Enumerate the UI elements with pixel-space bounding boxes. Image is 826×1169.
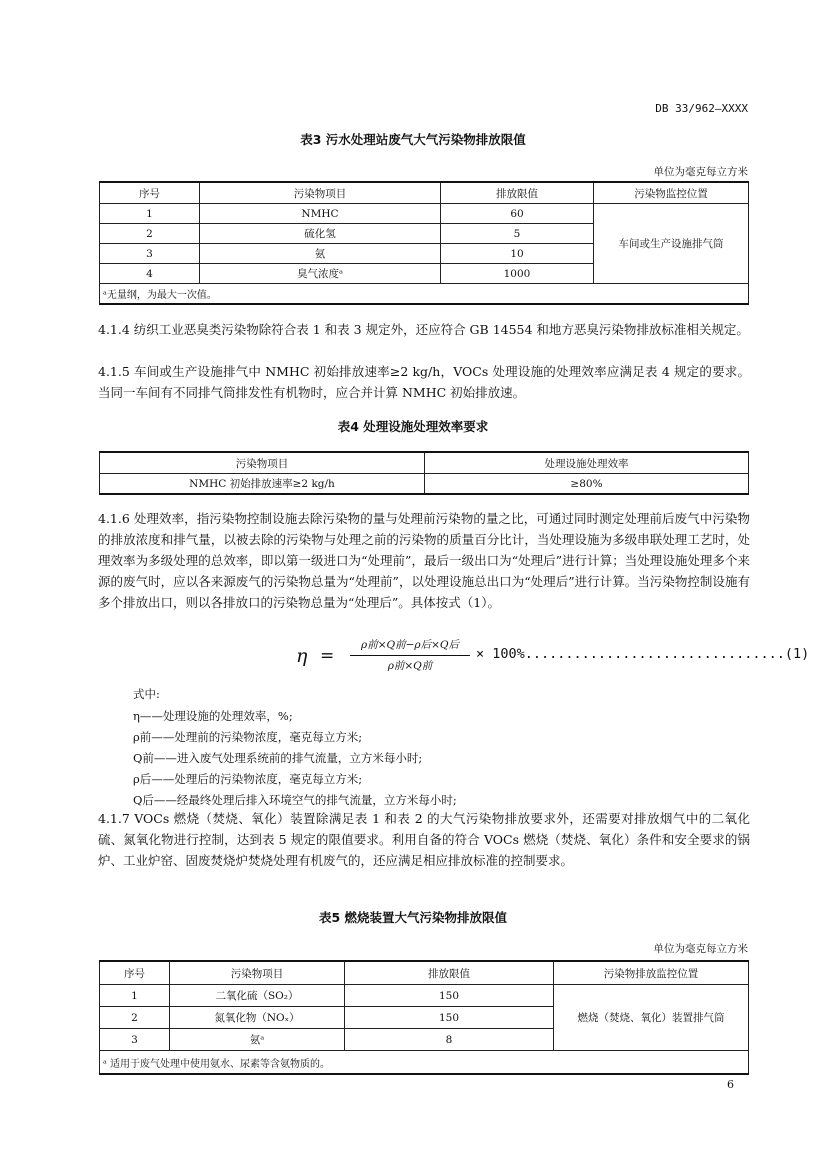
table-cell: NMHC: [200, 204, 441, 224]
table-cell: 1: [100, 985, 170, 1007]
paragraph-4-1-6: 4.1.6 处理效率，指污染物控制设施去除污染物的量与处理前污染物的量之比，可通过同时测定处理前后废气中污染物的排放浓度和排气量，以被去除的污染物与处理之前的污染物的质量百分比计，当处理设施为多级串联处理工艺时，处理效率为多级处理的总效率，即以第一级进口为“处理前”，最后一级出口为“处理后”进行计算；当处理设施处理多个来源的废气时，应以各来源废气的污染物总量为“处理前”，以处理设施总出口为“处理后”进行计算。当污染物控制设施有多个排放出口，则以各排放口的污染物总量为“处理后”。具体按式（1）。: [98, 511, 750, 610]
column-header: 污染物项目: [170, 961, 345, 985]
table-cell: 二氧化硫（SO₂）: [170, 985, 345, 1007]
fraction-bar: [350, 655, 470, 656]
table-note-row: [100, 1051, 749, 1075]
table-cell: 1: [100, 204, 200, 224]
table3-unit: 单位为毫克每立方米: [653, 166, 748, 178]
column-header: 污染物项目: [200, 182, 441, 204]
table-cell: 氨ᵃ: [170, 1029, 345, 1051]
formula-rest: × 100%................................(1): [476, 646, 810, 662]
table-row: [100, 204, 749, 224]
formula-lhs: η: [296, 645, 308, 667]
page-number: 6: [727, 1078, 734, 1091]
column-header: 序号: [100, 182, 200, 204]
table-cell: 10: [441, 244, 594, 264]
formula-equals: =: [320, 646, 335, 666]
table-cell: ≥80%: [425, 474, 749, 495]
table-note: ᵃ无量纲，为最大一次值。: [100, 284, 749, 305]
column-header: 排放限值: [441, 182, 594, 204]
column-header: 污染物项目: [100, 452, 425, 474]
formula-1: [296, 637, 810, 681]
monitor-location-cell: 车间或生产设施排气筒: [594, 204, 749, 284]
table-header-row: [100, 182, 749, 204]
table5-caption: 表5 燃烧装置大气污染物排放限值: [318, 910, 508, 925]
table5-unit: 单位为毫克每立方米: [653, 943, 748, 955]
table-cell: 臭气浓度ᵃ: [200, 264, 441, 284]
table-cell: 3: [100, 1029, 170, 1051]
table-cell: 氨: [200, 244, 441, 264]
table-row: [100, 985, 749, 1007]
table5: [99, 960, 749, 1075]
table-cell: 2: [100, 1007, 170, 1029]
column-header: 污染物监控位置: [594, 182, 749, 204]
paragraph-4-1-5: 4.1.5 车间或生产设施排气中 NMHC 初始排放速率≥2 kg/h，VOCs 处理设施的处理效率应满足表 4 规定的要求。当同一车间有不同排气筒排发性有机物时，应合并计算 NMHC 初始排放速。: [98, 364, 750, 400]
table-cell: 1000: [441, 264, 594, 284]
symbol-item: Q后——经最终处理后排入环境空气的排气流量，立方米每小时;: [133, 793, 457, 807]
symbol-item: ρ后——处理后的污染物浓度，毫克每立方米;: [133, 772, 363, 786]
table-cell: NMHC 初始排放速率≥2 kg/h: [100, 474, 425, 495]
formula-denominator: ρ前×Q前: [387, 660, 433, 672]
table-header-row: [100, 452, 749, 474]
table-cell: 5: [441, 224, 594, 244]
table-row: [100, 474, 749, 495]
table3: [99, 181, 749, 305]
symbol-item: η——处理设施的处理效率，%;: [133, 709, 293, 723]
column-header: 污染物排放监控位置: [554, 961, 749, 985]
table4-caption: 表4 处理设施处理效率要求: [337, 419, 489, 434]
symbols-intro: 式中:: [133, 687, 160, 701]
monitor-location-cell: 燃烧（焚烧、氧化）装置排气筒: [554, 985, 749, 1051]
table3-caption: 表3 污水处理站废气大气污染物排放限值: [300, 132, 526, 147]
column-header: 序号: [100, 961, 170, 985]
table-cell: 8: [345, 1029, 554, 1051]
table4: [99, 451, 749, 495]
column-header: 排放限值: [345, 961, 554, 985]
table-cell: 4: [100, 264, 200, 284]
table-header-row: [100, 961, 749, 985]
table-cell: 60: [441, 204, 594, 224]
symbol-item: Q前——进入废气处理系统前的排气流量，立方米每小时;: [133, 751, 423, 765]
symbol-item: ρ前——处理前的污染物浓度，毫克每立方米;: [133, 730, 363, 744]
table-cell: 氮氧化物（NOₓ）: [170, 1007, 345, 1029]
table-note-row: [100, 284, 749, 305]
table-cell: 150: [345, 1007, 554, 1029]
table-cell: 硫化氢: [200, 224, 441, 244]
column-header: 处理设施处理效率: [425, 452, 749, 474]
paragraph-4-1-4: 4.1.4 纺织工业恶臭类污染物除符合表 1 和表 3 规定外，还应符合 GB 14554 和地方恶臭污染物排放标准相关规定。: [98, 322, 749, 337]
formula-numerator: ρ前×Q前−ρ后×Q后: [361, 639, 459, 651]
formula-fraction: [350, 637, 470, 673]
table-cell: 2: [100, 224, 200, 244]
table-note: ᵃ 适用于废气处理中使用氨水、尿素等含氨物质的。: [100, 1051, 749, 1075]
table-cell: 3: [100, 244, 200, 264]
doc-code: DB 33/962—XXXX: [655, 102, 748, 115]
paragraph-4-1-7: 4.1.7 VOCs 燃烧（焚烧、氧化）装置除满足表 1 和表 2 的大气污染物排放要求外，还需要对排放烟气中的二氧化硫、氮氧化物进行控制，达到表 5 规定的限值要求。利用自备的符合 VOCs 燃烧（焚烧、氧化）条件和安全要求的锅炉、工业炉窑、固废焚烧炉焚烧处理有机废气的，还应满足相应排放标准的控制要求。: [98, 811, 750, 868]
table-cell: 150: [345, 985, 554, 1007]
